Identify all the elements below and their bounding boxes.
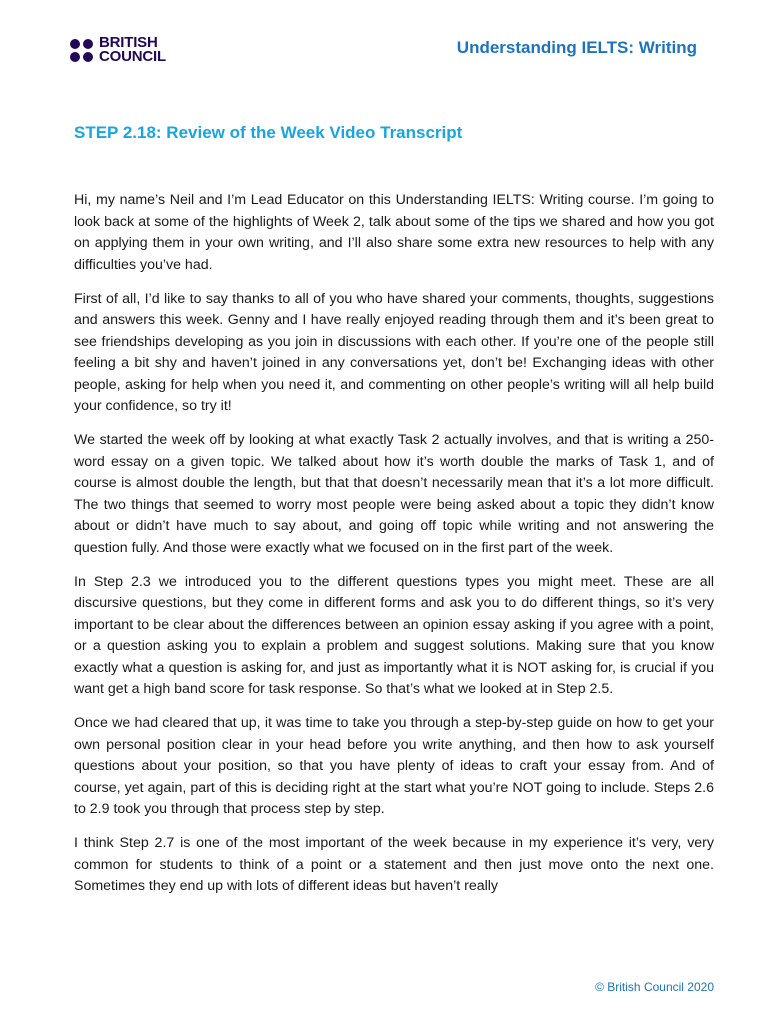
copyright-footer: © British Council 2020 (595, 980, 714, 994)
british-council-logo (70, 36, 166, 64)
paragraph: We started the week off by looking at what exactly Task 2 actually involves, and that is writing a 250-word essay on a given topic. We talked about how it’s worth double the marks of Task 1, and of course is almost double the length, but that that doesn’t necessarily mean that it’s a lot more difficult. The two things that seemed to worry most people were being asked about a topic they didn’t know about or didn’t have much to say about, and going off topic while writing and not answering the question fully. And those were exactly what we focused on in the first part of the week. (74, 432, 714, 556)
logo-dot (83, 39, 93, 49)
document-header-title: Understanding IELTS: Writing (456, 38, 697, 57)
logo-wordmark (99, 36, 166, 64)
paragraph: In Step 2.3 we introduced you to the different questions types you might meet. These are all discursive questions, but they come in different forms and ask you to do different things, so it’s very important to be clear about the differences between an opinion essay asking if you agree with a point, or a question asking you to explain a problem and suggest solutions. Making sure that you know exactly what a question is asking for, and just as importantly what it is NOT asking for, is crucial if you want get a high band score for task response. So that’s what we looked at in Step 2.5. (74, 573, 714, 697)
paragraph: Once we had cleared that up, it was time to take you through a step-by-step guide on how to get your own personal position clear in your head before you write anything, and then how to ask yourself questions about your position, so that you have plenty of ideas to craft your essay from. And of course, yet again, part of this is deciding right at the start what you’re NOT going to include. Steps 2.6 to 2.9 took you through that process step by step. (74, 715, 714, 817)
transcript-body (74, 190, 714, 910)
logo-line-1: BRITISH (99, 34, 158, 51)
paragraph: First of all, I’d like to say thanks to all of you who have shared your comments, thoughts, suggestions and answers this week. Genny and I have really enjoyed reading through them and it’s been great to see friendships developing as you join in discussions with each other. If you’re one of the people still feeling a bit shy and haven’t joined in any conversations yet, don’t be! Exchanging ideas with other people, asking for help when you need it, and commenting on other people’s writing will all help build your confidence, so try it! (74, 290, 714, 414)
paragraph: Hi, my name’s Neil and I’m Lead Educator on this Understanding IELTS: Writing course. I’m going to look back at some of the highlights of Week 2, talk about some of the tips we shared and how you got on applying them in your own writing, and I’ll also share some extra new resources to help with any difficulties you’ve had. (74, 192, 714, 273)
step-title: STEP 2.18: Review of the Week Video Transcript (74, 123, 463, 142)
logo-line-2: COUNCIL (99, 48, 166, 65)
logo-dots-icon (70, 39, 93, 62)
logo-dot (70, 39, 80, 49)
paragraph: I think Step 2.7 is one of the most important of the week because in my experience it’s very, very common for students to think of a point or a statement and then just move onto the next one. Sometimes they end up with lots of different ideas but haven’t really (74, 835, 714, 894)
logo-dot (83, 52, 93, 62)
logo-dot (70, 52, 80, 62)
